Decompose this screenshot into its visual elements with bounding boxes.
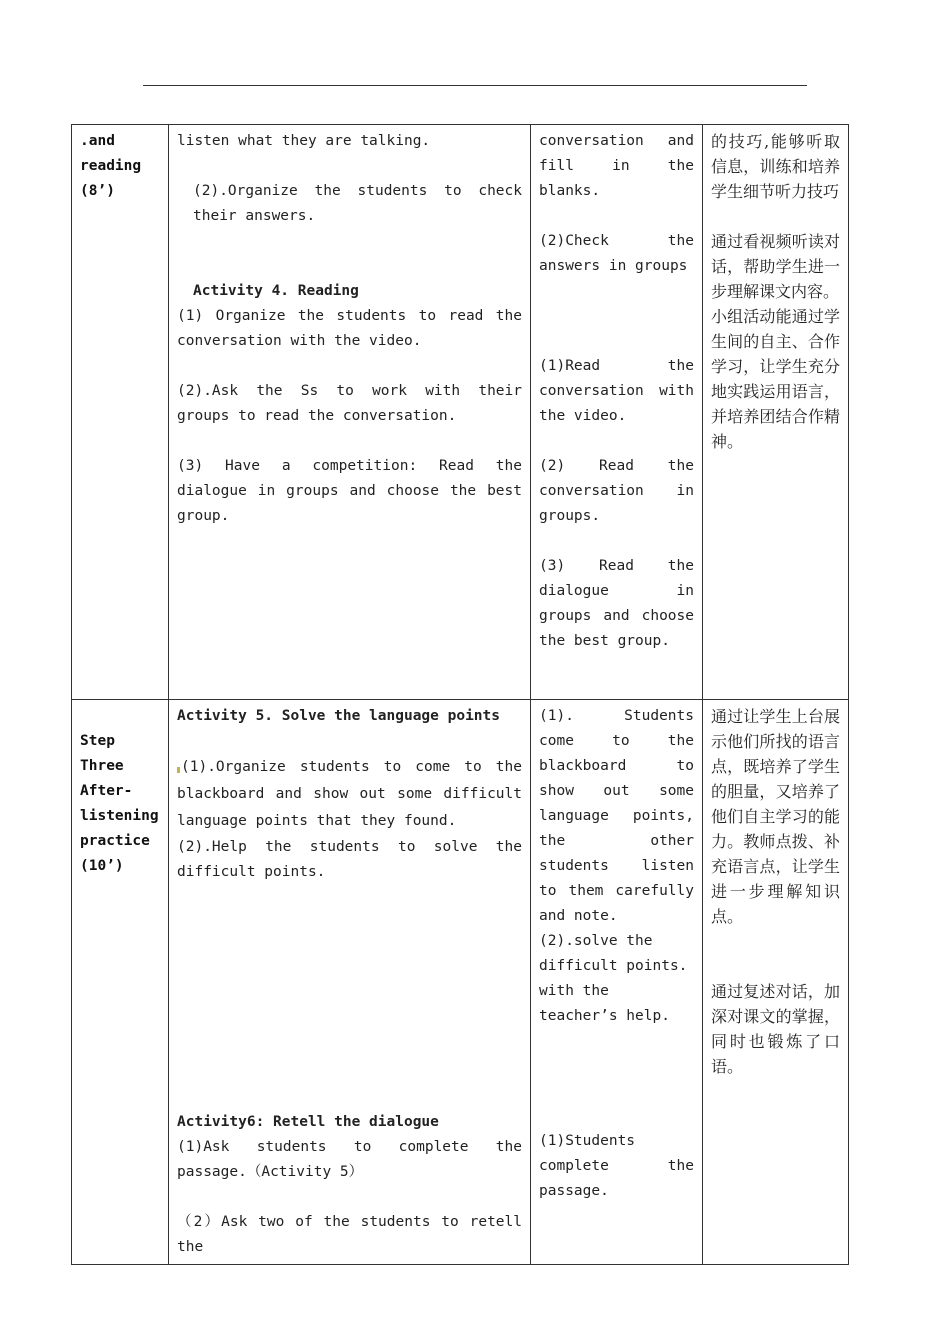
step-cell — [72, 700, 169, 1265]
activity-title: Activity 5. Solve the language points — [177, 708, 501, 724]
table-row — [72, 125, 849, 700]
student-text: (2)Check the answers in groups — [539, 233, 694, 274]
step-label: reading — [80, 158, 142, 174]
teacher-text: （2）Ask two of the students to retell the — [177, 1214, 522, 1255]
activity-title: Activity 4. Reading — [193, 283, 359, 299]
student-text: (1)Read the conversation with the video. — [539, 358, 694, 424]
step-label: practice — [80, 833, 150, 849]
step-label: Three — [80, 758, 124, 774]
purpose-cell — [703, 700, 849, 1265]
purpose-text: 通过看视频听读对话，帮助学生进一步理解课文内容。 — [711, 232, 840, 301]
student-text: (1). Students come to the blackboard to show out some language points, the other students listen to them carefully and note. — [539, 708, 694, 924]
step-time: (8’) — [80, 183, 115, 199]
header-rule — [143, 85, 807, 86]
teacher-text: listen what they are talking. — [177, 133, 431, 149]
teacher-activity-cell — [169, 700, 531, 1265]
step-label: listening — [80, 808, 159, 824]
purpose-text: 通过让学生上台展示他们所找的语言点，既培养了学生的胆量，又培养了他们自主学习的能力。教师点拨、补充语言点，让学生进一步理解知识点。 — [711, 707, 840, 926]
margin-mark — [177, 767, 180, 773]
teacher-text: (2).Help the students to solve the difficult points. — [177, 839, 522, 880]
teacher-text: (3) Have a competition: Read the dialogue in groups and choose the best group. — [177, 458, 522, 524]
teacher-text: (2).Ask the Ss to work with their groups to read the conversation. — [177, 383, 522, 424]
purpose-text: 的技巧,能够听取信息，训练和培养学生细节听力技巧 — [711, 132, 840, 201]
student-activity-cell — [531, 700, 703, 1265]
step-label: .and — [80, 133, 115, 149]
activity-title: Activity6: Retell the dialogue — [177, 1114, 439, 1130]
step-cell — [72, 125, 169, 700]
teacher-activity-cell — [169, 125, 531, 700]
student-text: (2).solve the difficult points. with the teacher’s help. — [539, 933, 688, 1024]
teacher-text: (2).Organize the students to check their answers. — [193, 183, 522, 224]
purpose-text: 小组活动能通过学生间的自主、合作学习，让学生充分地实践运用语言，并培养团结合作精神。 — [711, 307, 840, 451]
purpose-cell — [703, 125, 849, 700]
step-label: Step — [80, 733, 115, 749]
lesson-plan-table — [71, 124, 849, 1265]
teacher-text-span: (1).Organize students to come to the blackboard and show out some difficult language points that they found. — [177, 759, 522, 829]
student-text: (2) Read the conversation in groups. — [539, 458, 694, 524]
table-row — [72, 700, 849, 1265]
teacher-text: (1)Ask students to complete the passage.（Activity 5） — [177, 1139, 522, 1180]
step-time: (10’) — [80, 858, 124, 874]
purpose-text: 通过复述对话，加深对课文的掌握，同时也锻炼了口语。 — [711, 982, 840, 1076]
teacher-text: (1) Organize the students to read the conversation with the video. — [177, 308, 522, 349]
student-text: conversation and fill in the blanks. — [539, 133, 694, 199]
teacher-text — [177, 754, 522, 835]
step-label: After- — [80, 783, 133, 799]
student-activity-cell — [531, 125, 703, 700]
student-text: (3) Read the dialogue in groups and choose the best group. — [539, 558, 694, 649]
student-text: (1)Students complete the passage. — [539, 1133, 694, 1199]
